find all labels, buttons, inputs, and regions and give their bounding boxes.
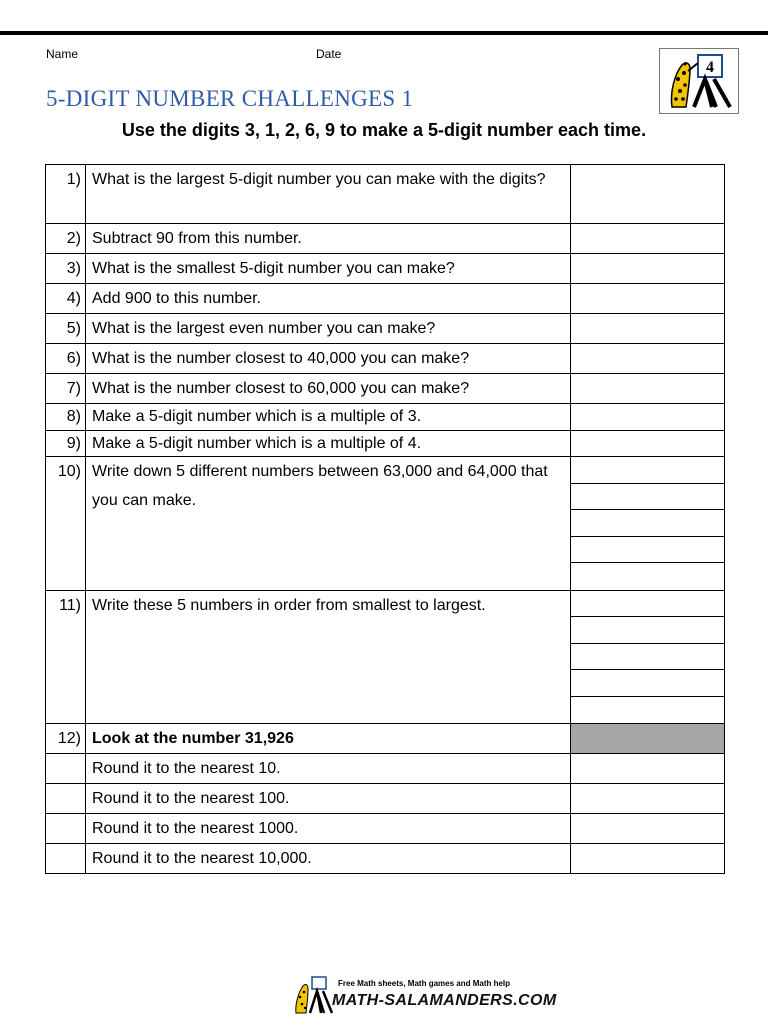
footer-logo [290, 975, 557, 1015]
question-text: Add 900 to this number. [86, 284, 571, 314]
question-text: Make a 5-digit number which is a multiple of 4. [86, 430, 571, 457]
answer-line[interactable] [571, 697, 724, 724]
date-label: Date [316, 47, 342, 61]
question-number: 9) [46, 430, 86, 457]
table-row [46, 590, 725, 724]
shaded-cell [571, 724, 725, 754]
answer-cell[interactable] [571, 344, 725, 374]
answer-cell[interactable] [571, 430, 725, 457]
question-number: 2) [46, 224, 86, 254]
question-number: 6) [46, 344, 86, 374]
salamander-logo [659, 48, 739, 114]
table-row [46, 457, 725, 591]
answer-line[interactable] [571, 617, 724, 644]
table-row [46, 784, 725, 814]
answer-cell[interactable] [571, 814, 725, 844]
answer-cell[interactable] [571, 254, 725, 284]
question-number: 4) [46, 284, 86, 314]
table-row [46, 430, 725, 457]
answer-cell[interactable] [571, 844, 725, 874]
question-number: 7) [46, 374, 86, 404]
question-text: Round it to the nearest 1000. [86, 814, 571, 844]
answer-cell[interactable] [571, 784, 725, 814]
table-row [46, 814, 725, 844]
table-row [46, 314, 725, 344]
answer-line[interactable] [571, 563, 724, 590]
salamander-footer-icon [290, 975, 334, 1015]
question-text: What is the smallest 5-digit number you can make? [86, 254, 571, 284]
table-row [46, 254, 725, 284]
answer-cell[interactable] [571, 404, 725, 431]
table-row [46, 724, 725, 754]
question-text: Make a 5-digit number which is a multiple of 3. [86, 404, 571, 431]
salamander-easel-icon [660, 49, 738, 113]
question-text: Look at the number 31,926 [86, 724, 571, 754]
question-number: 8) [46, 404, 86, 431]
question-table [45, 164, 725, 874]
worksheet-title: 5-DIGIT NUMBER CHALLENGES 1 [46, 86, 414, 111]
answer-line[interactable] [571, 510, 724, 537]
question-number: 11) [46, 590, 86, 724]
empty-number-cell [46, 844, 86, 874]
question-text: What is the largest 5-digit number you can make with the digits? [86, 165, 571, 224]
question-text: What is the number closest to 60,000 you can make? [86, 374, 571, 404]
answer-line[interactable] [571, 537, 724, 564]
question-text: What is the largest even number you can make? [86, 314, 571, 344]
answer-line[interactable] [571, 670, 724, 697]
table-row [46, 844, 725, 874]
answer-line[interactable] [571, 591, 724, 618]
table-row [46, 344, 725, 374]
table-row [46, 284, 725, 314]
empty-number-cell [46, 814, 86, 844]
question-text: Round it to the nearest 10,000. [86, 844, 571, 874]
answer-cell[interactable] [571, 754, 725, 784]
question-number: 10) [46, 457, 86, 591]
question-text: Write these 5 numbers in order from smallest to largest. [86, 590, 571, 724]
question-number: 1) [46, 165, 86, 224]
logo-badge: 4 [706, 59, 714, 76]
question-text: What is the number closest to 40,000 you can make? [86, 344, 571, 374]
top-rule [0, 31, 768, 35]
answer-cell-group [571, 457, 725, 591]
answer-line[interactable] [571, 484, 724, 511]
question-text: Subtract 90 from this number. [86, 224, 571, 254]
answer-cell[interactable] [571, 165, 725, 224]
answer-cell[interactable] [571, 284, 725, 314]
answer-line[interactable] [571, 644, 724, 671]
table-row [46, 404, 725, 431]
footer-tagline: Free Math sheets, Math games and Math help [338, 979, 511, 988]
question-number: 5) [46, 314, 86, 344]
empty-number-cell [46, 754, 86, 784]
answer-cell[interactable] [571, 374, 725, 404]
empty-number-cell [46, 784, 86, 814]
question-number: 12) [46, 724, 86, 754]
answer-line[interactable] [571, 457, 724, 484]
table-row [46, 224, 725, 254]
question-text: Round it to the nearest 10. [86, 754, 571, 784]
answer-cell[interactable] [571, 314, 725, 344]
question-text: Write down 5 different numbers between 63,000 and 64,000 that you can make. [86, 457, 571, 591]
table-row [46, 165, 725, 224]
question-text: Round it to the nearest 100. [86, 784, 571, 814]
table-row [46, 374, 725, 404]
name-label: Name [46, 47, 79, 61]
instruction-text: Use the digits 3, 1, 2, 6, 9 to make a 5-digit number each time. [121, 120, 647, 140]
table-row [46, 754, 725, 784]
answer-cell-group [571, 590, 725, 724]
footer-site-name: MATH-SALAMANDERS.COM [332, 992, 557, 1009]
answer-cell[interactable] [571, 224, 725, 254]
question-number: 3) [46, 254, 86, 284]
